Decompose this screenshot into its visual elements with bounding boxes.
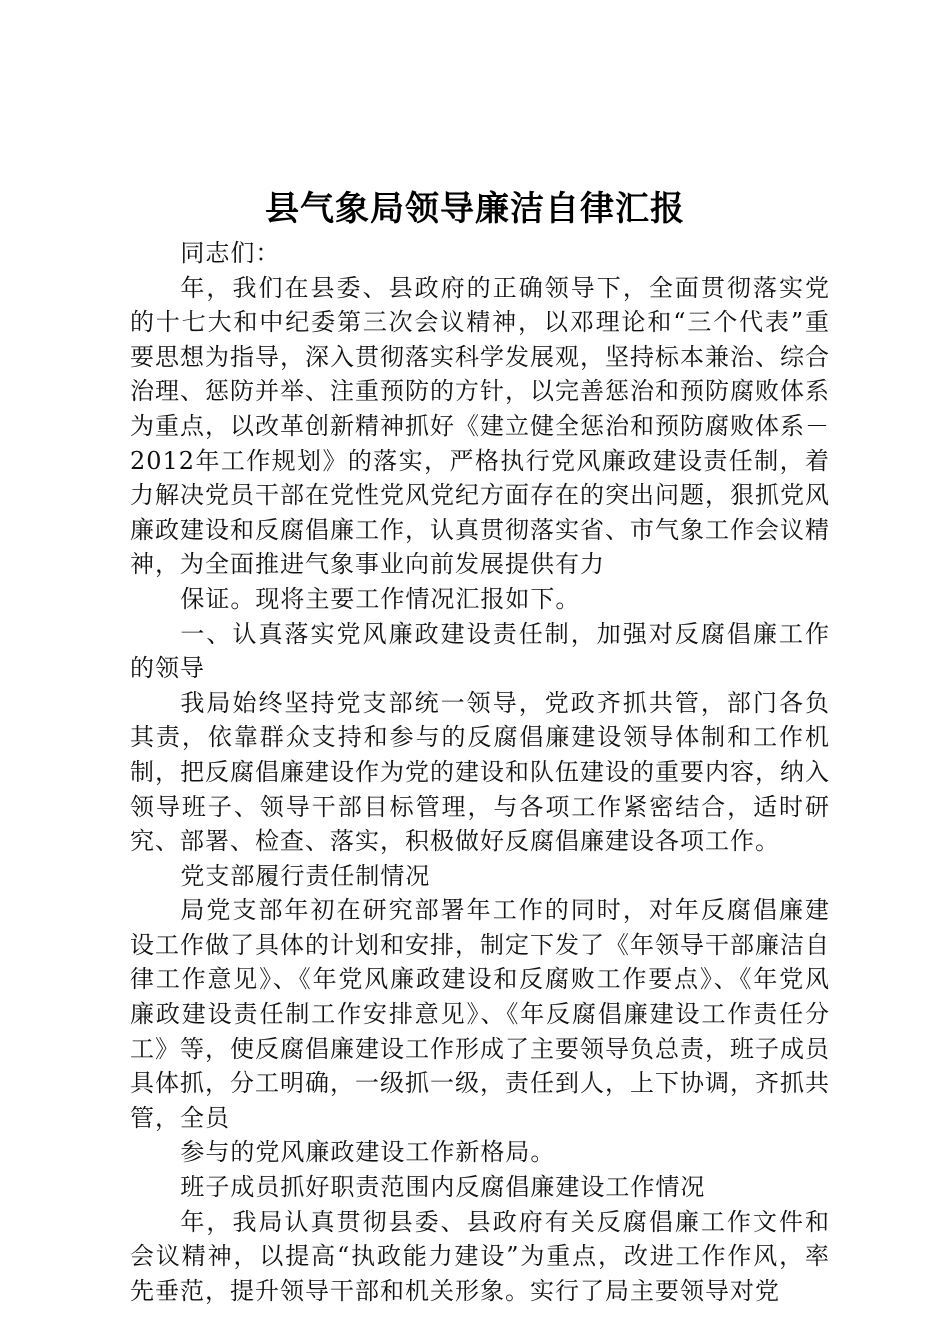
body-paragraph: 参与的党风廉政建设工作新格局。: [180, 1138, 556, 1167]
subsection-heading: 党支部履行责任制情况: [180, 861, 431, 890]
document-body: [130, 236, 830, 1308]
body-paragraph: 我局始终坚持党支部统一领导，党政齐抓共管，部门各负其责，依靠群众支持和参与的反腐倡廉建设领导体制和工作机制，把反腐倡廉建设作为党的建设和队伍建设的重要内容，纳入领导班子、领导干部目标管理，与各项工作紧密结合，适时研究、部署、检查、落实，积极做好反腐倡廉建设各项工作。: [130, 688, 830, 856]
body-paragraph: 局党支部年初在研究部署年工作的同时，对年反腐倡廉建设工作做了具体的计划和安排，制定下发了《年领导干部廉洁自律工作意见》、《年党风廉政建设和反腐败工作要点》、《年党风廉政建设责任制工作安排意见》、《年反腐倡廉建设工作责任分工》等，使反腐倡廉建设工作形成了主要领导负总责，班子成员具体抓，分工明确，一级抓一级，责任到人，上下协调，齐抓共管，全员: [130, 896, 830, 1132]
body-paragraph: 年，我局认真贯彻县委、县政府有关反腐倡廉工作文件和会议精神，以提高“执政能力建设”为重点，改进工作作风，率先垂范，提升领导干部和机关形象。实行了局主要领导对党: [130, 1207, 830, 1305]
subsection-heading: 班子成员抓好职责范围内反腐倡廉建设工作情况: [180, 1173, 706, 1202]
section-heading: 一、认真落实党风廉政建设责任制，加强对反腐倡廉工作的领导: [130, 619, 830, 683]
body-paragraph: 年，我们在县委、县政府的正确领导下，全面贯彻落实党的十七大和中纪委第三次会议精神，以邓理论和“三个代表”重要思想为指导，深入贯彻落实科学发展观，坚持标本兼治、综合治理、惩防并举、注重预防的方针，以完善惩治和预防腐败体系为重点，以改革创新精神抓好《建立健全惩治和预防腐败体系－2012年工作规划》的落实，严格执行党风廉政建设责任制，着力解决党员干部在党性党风党纪方面存在的突出问题，狠抓党风廉政建设和反腐倡廉工作，认真贯彻落实省、市气象工作会议精神，为全面推进气象事业向前发展提供有力: [130, 273, 830, 579]
document-title: 县气象局领导廉洁自律汇报: [265, 189, 685, 229]
salutation-paragraph: 同志们：: [180, 239, 281, 267]
body-paragraph: 保证。现将主要工作情况汇报如下。: [180, 584, 581, 613]
